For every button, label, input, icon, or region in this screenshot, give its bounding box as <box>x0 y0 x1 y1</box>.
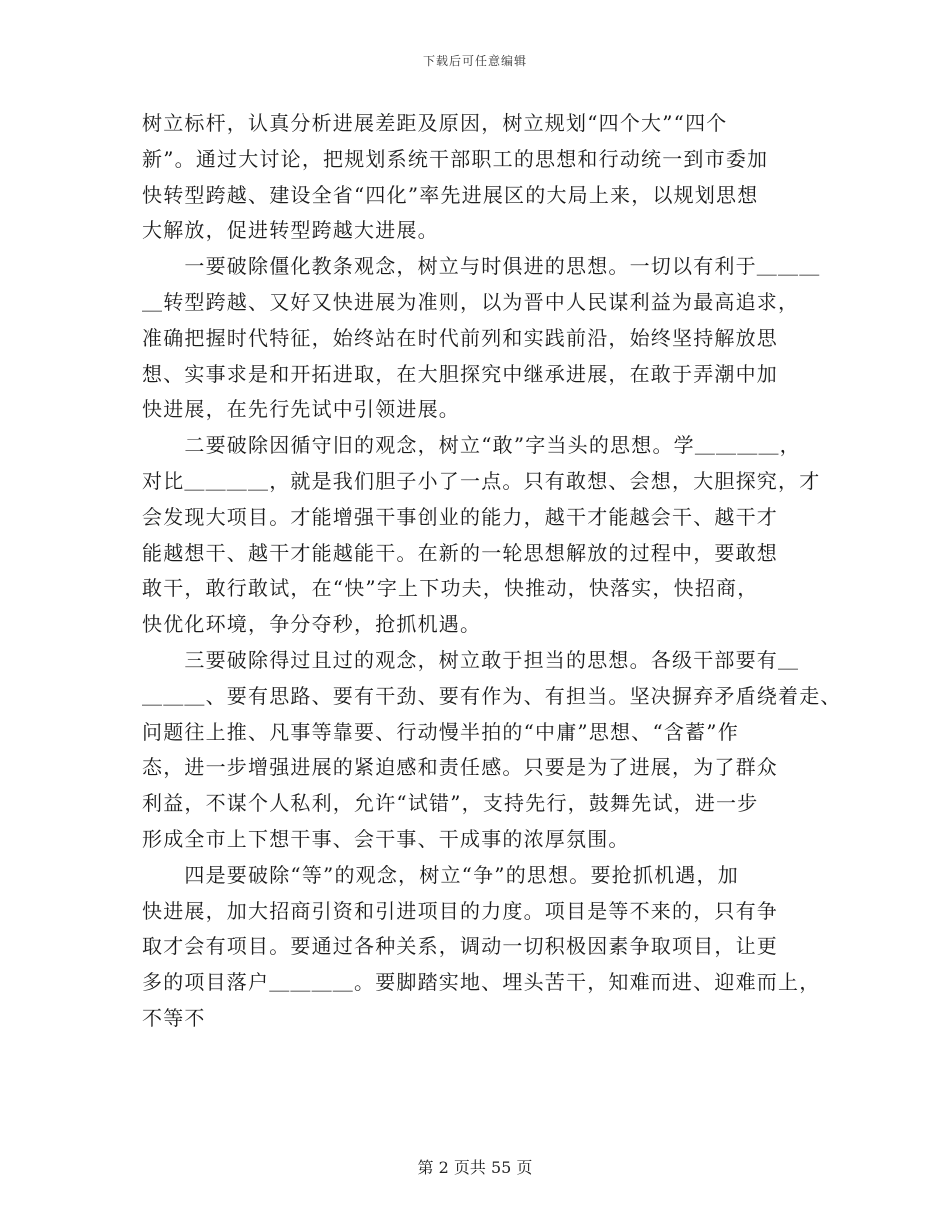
document-body <box>142 106 842 1037</box>
page-header: 下载后可任意编辑 <box>422 54 527 68</box>
text-line: 形成全市上下想干事、会干事、干成事的浓厚氛围。 <box>142 826 630 851</box>
text-line: 一要破除僵化教条观念，树立与时俱进的思想。一切以有利于＿＿＿ <box>142 254 821 279</box>
text-line: 新”。通过大讨论，把规划系统干部职工的思想和行动统一到市委加 <box>142 146 769 171</box>
text-line: 利益，不谋个人私利，允许“试错”，支持先行，鼓舞先试，进一步 <box>142 791 759 816</box>
text-line: 态，进一步增强进展的紧迫感和责任感。只要是为了进展，为了群众 <box>142 755 778 780</box>
text-line: 敢干，敢行敢试，在“快”字上下功夫，快推动，快落实，快招商， <box>142 576 759 601</box>
text-line: 大解放，促进转型跨越大进展。 <box>142 218 439 243</box>
text-line: 树立标杆，认真分析进展差距及原因，树立规划“四个大”“四个 <box>142 111 728 135</box>
text-line: 二要破除因循守旧的观念，树立“敢”字当头的思想。学＿＿＿＿， <box>142 433 801 458</box>
text-line: 取才会有项目。要通过各种关系，调动一切积极因素争取项目，让更 <box>142 934 778 959</box>
text-line: 能越想干、越干才能越能干。在新的一轮思想解放的过程中，要敢想 <box>142 540 778 565</box>
text-line: ＿转型跨越、又好又快进展为准则，以为晋中人民谋利益为最高追求， <box>142 289 800 314</box>
text-line: 会发现大项目。才能增强干事创业的能力，越干才能越会干、越干才 <box>142 504 778 529</box>
text-line: 准确把握时代特征，始终站在时代前列和实践前沿，始终坚持解放思 <box>142 325 778 350</box>
text-line: 快优化环境，争分夺秒，抢抓机遇。 <box>142 612 482 637</box>
text-line: ＿＿＿、要有思路、要有干劲、要有作为、有担当。坚决摒弃矛盾绕着走、 <box>142 683 842 708</box>
text-line: 想、实事求是和开拓进取，在大胆探究中继承进展，在敢于弄潮中加 <box>142 361 778 386</box>
text-line: 问题往上推、凡事等靠要、行动慢半拍的“中庸”思想、“含蓄”作 <box>142 719 739 744</box>
text-line: 不等不 <box>142 1005 206 1030</box>
text-line: 对比＿＿＿＿，就是我们胆子小了一点。只有敢想、会想，大胆探究，才 <box>142 468 821 493</box>
text-line: 快进展，加大招商引资和引进项目的力度。项目是等不来的，只有争 <box>142 898 778 923</box>
text-line: 快进展，在先行先试中引领进展。 <box>142 397 460 422</box>
text-line: 多的项目落户＿＿＿＿。要脚踏实地、埋头苦干，知难而进、迎难而上， <box>142 970 821 995</box>
text-line: 快转型跨越、建设全省“四化”率先进展区的大局上来，以规划思想 <box>142 182 759 207</box>
page-number: 第 2 页共 55 页 <box>417 1158 533 1177</box>
text-line: 三要破除得过且过的观念，树立敢于担当的思想。各级干部要有＿ <box>142 647 800 672</box>
text-line: 四是要破除“等”的观念，树立“争”的思想。要抢抓机遇，加 <box>142 862 739 887</box>
